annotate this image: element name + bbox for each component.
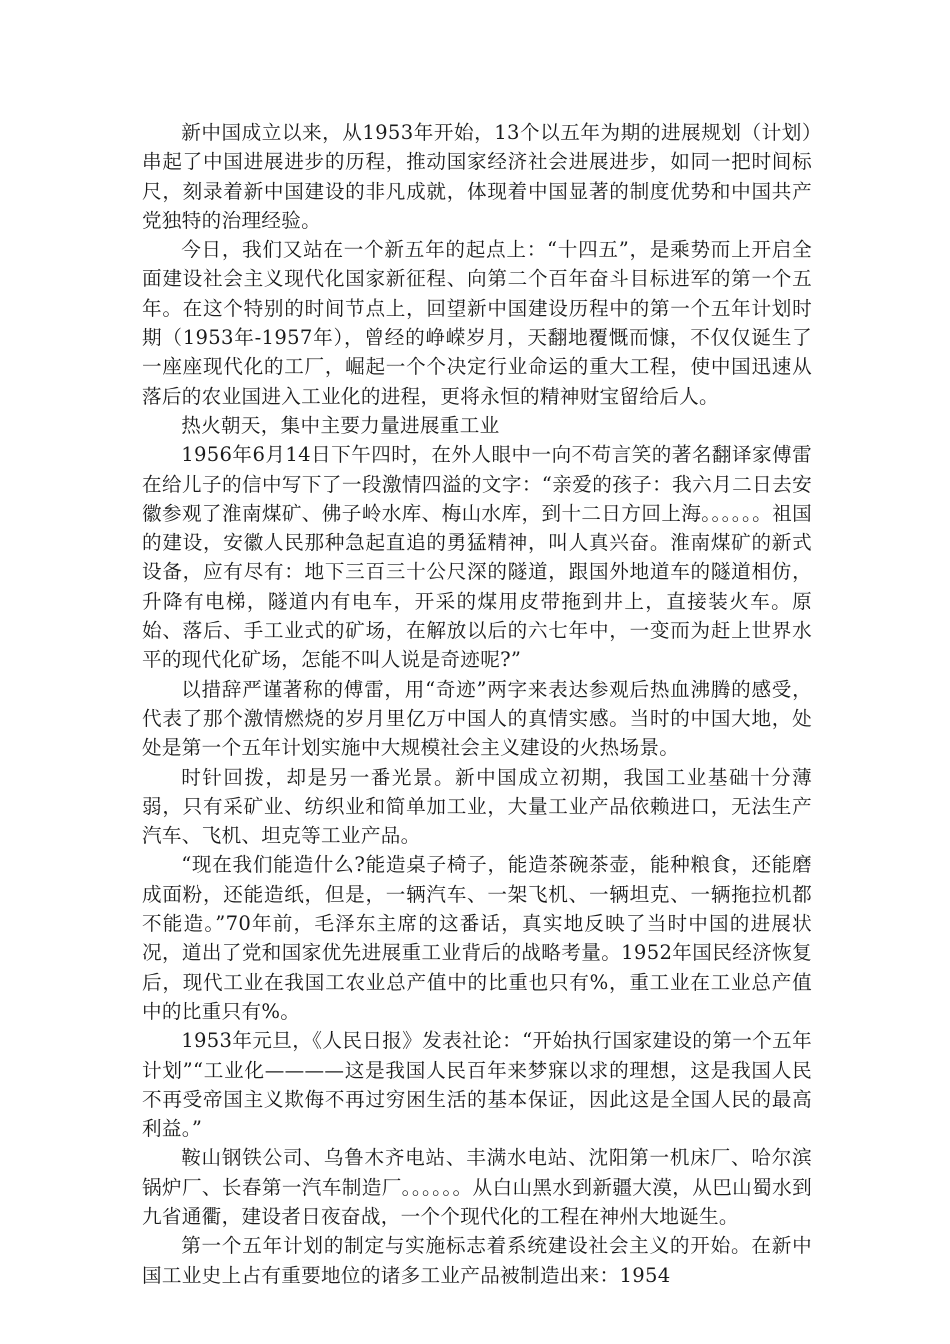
paragraph-mao-quote: “现在我们能造什么?能造桌子椅子，能造茶碗茶壶，能种粮食，还能磨成面粉，还能造纸，但是，一辆汽车、一架飞机、一辆坦克、一辆拖拉机都不能造。”70年前，毛泽东主席的这番话，真实地反映了当时中国的进展状况，道出了党和国家优先进展重工业背后的战略考量。1952年国民经济恢复后，现代工业在我国工农业总产值中的比重也只有%，重工业在工业总产值中的比重只有%。: [142, 853, 812, 1023]
paragraph-first-plan: 第一个五年计划的制定与实施标志着系统建设社会主义的开始。在新中国工业史上占有重要地位的诸多工业产品被制造出来：1954: [142, 1234, 812, 1287]
document-body: [142, 118, 812, 1290]
paragraph-fourteenth-five-year: 今日，我们又站在一个新五年的起点上：“十四五”，是乘势而上开启全面建设社会主义现代化国家新征程、向第二个百年奋斗目标进军的第一个五年。在这个特别的时间节点上，回望新中国建设历程中的第一个五年计划时期（1953年-1957年），曾经的峥嵘岁月，天翻地覆慨而慷，不仅仅诞生了一座座现代化的工厂，崛起一个个决定行业命运的重大工程，使中国迅速从落后的农业国进入工业化的进程，更将永恒的精神财宝留给后人。: [142, 238, 812, 408]
paragraph-miracle: 以措辞严谨著称的傅雷，用“奇迹”两字来表达参观后热血沸腾的感受，代表了那个激情燃烧的岁月里亿万中国人的真情实感。当时的中国大地，处处是第一个五年计划实施中大规模社会主义建设的火热场景。: [142, 677, 812, 760]
section-heading: 热火朝天，集中主要力量进展重工业: [181, 413, 500, 437]
paragraph-peoples-daily: 1953年元旦，《人民日报》发表社论：“开始执行国家建设的第一个五年计划”“工业化————这是我国人民百年来梦寐以求的理想，这是我国人民不再受帝国主义欺侮不再过穷困生活的基本保证，因此这是全国人民的最高利益。”: [142, 1029, 812, 1141]
paragraph-intro: 新中国成立以来，从1953年开始，13个以五年为期的进展规划（计划）串起了中国进展进步的历程，推动国家经济社会进展进步，如同一把时间标尺，刻录着新中国建设的非凡成就，体现着中国显著的制度优势和中国共产党独特的治理经验。: [142, 121, 812, 232]
paragraph-projects: 鞍山钢铁公司、乌鲁木齐电站、丰满水电站、沈阳第一机床厂、哈尔滨锅炉厂、长春第一汽车制造厂。。。。。。从白山黑水到新疆大漠，从巴山蜀水到九省通衢，建设者日夜奋战，一个个现代化的工程在神州大地诞生。: [142, 1146, 812, 1228]
paragraph-fu-lei-letter: 1956年6月14日下午四时，在外人眼中一向不苟言笑的著名翻译家傅雷在给儿子的信中写下了一段激情四溢的文字：“亲爱的孩子：我六月二日去安徽参观了淮南煤矿、佛子岭水库、梅山水库，到十二日方回上海。。。。。。祖国的建设，安徽人民那种急起直追的勇猛精神，叫人真兴奋。淮南煤矿的新式设备，应有尽有：地下三百三十公尺深的隧道，跟国外地道车的隧道相仿，升降有电梯，隧道内有电车，开采的煤用皮带拖到井上，直接装火车。原始、落后、手工业式的矿场，在解放以后的六七年中，一变而为赶上世界水平的现代化矿场，怎能不叫人说是奇迹呢?”: [142, 443, 812, 672]
paragraph-early-industry: 时针回拨，却是另一番光景。新中国成立初期，我国工业基础十分薄弱，只有采矿业、纺织业和简单加工业，大量工业产品依赖进口，无法生产汽车、飞机、坦克等工业产品。: [142, 765, 812, 848]
